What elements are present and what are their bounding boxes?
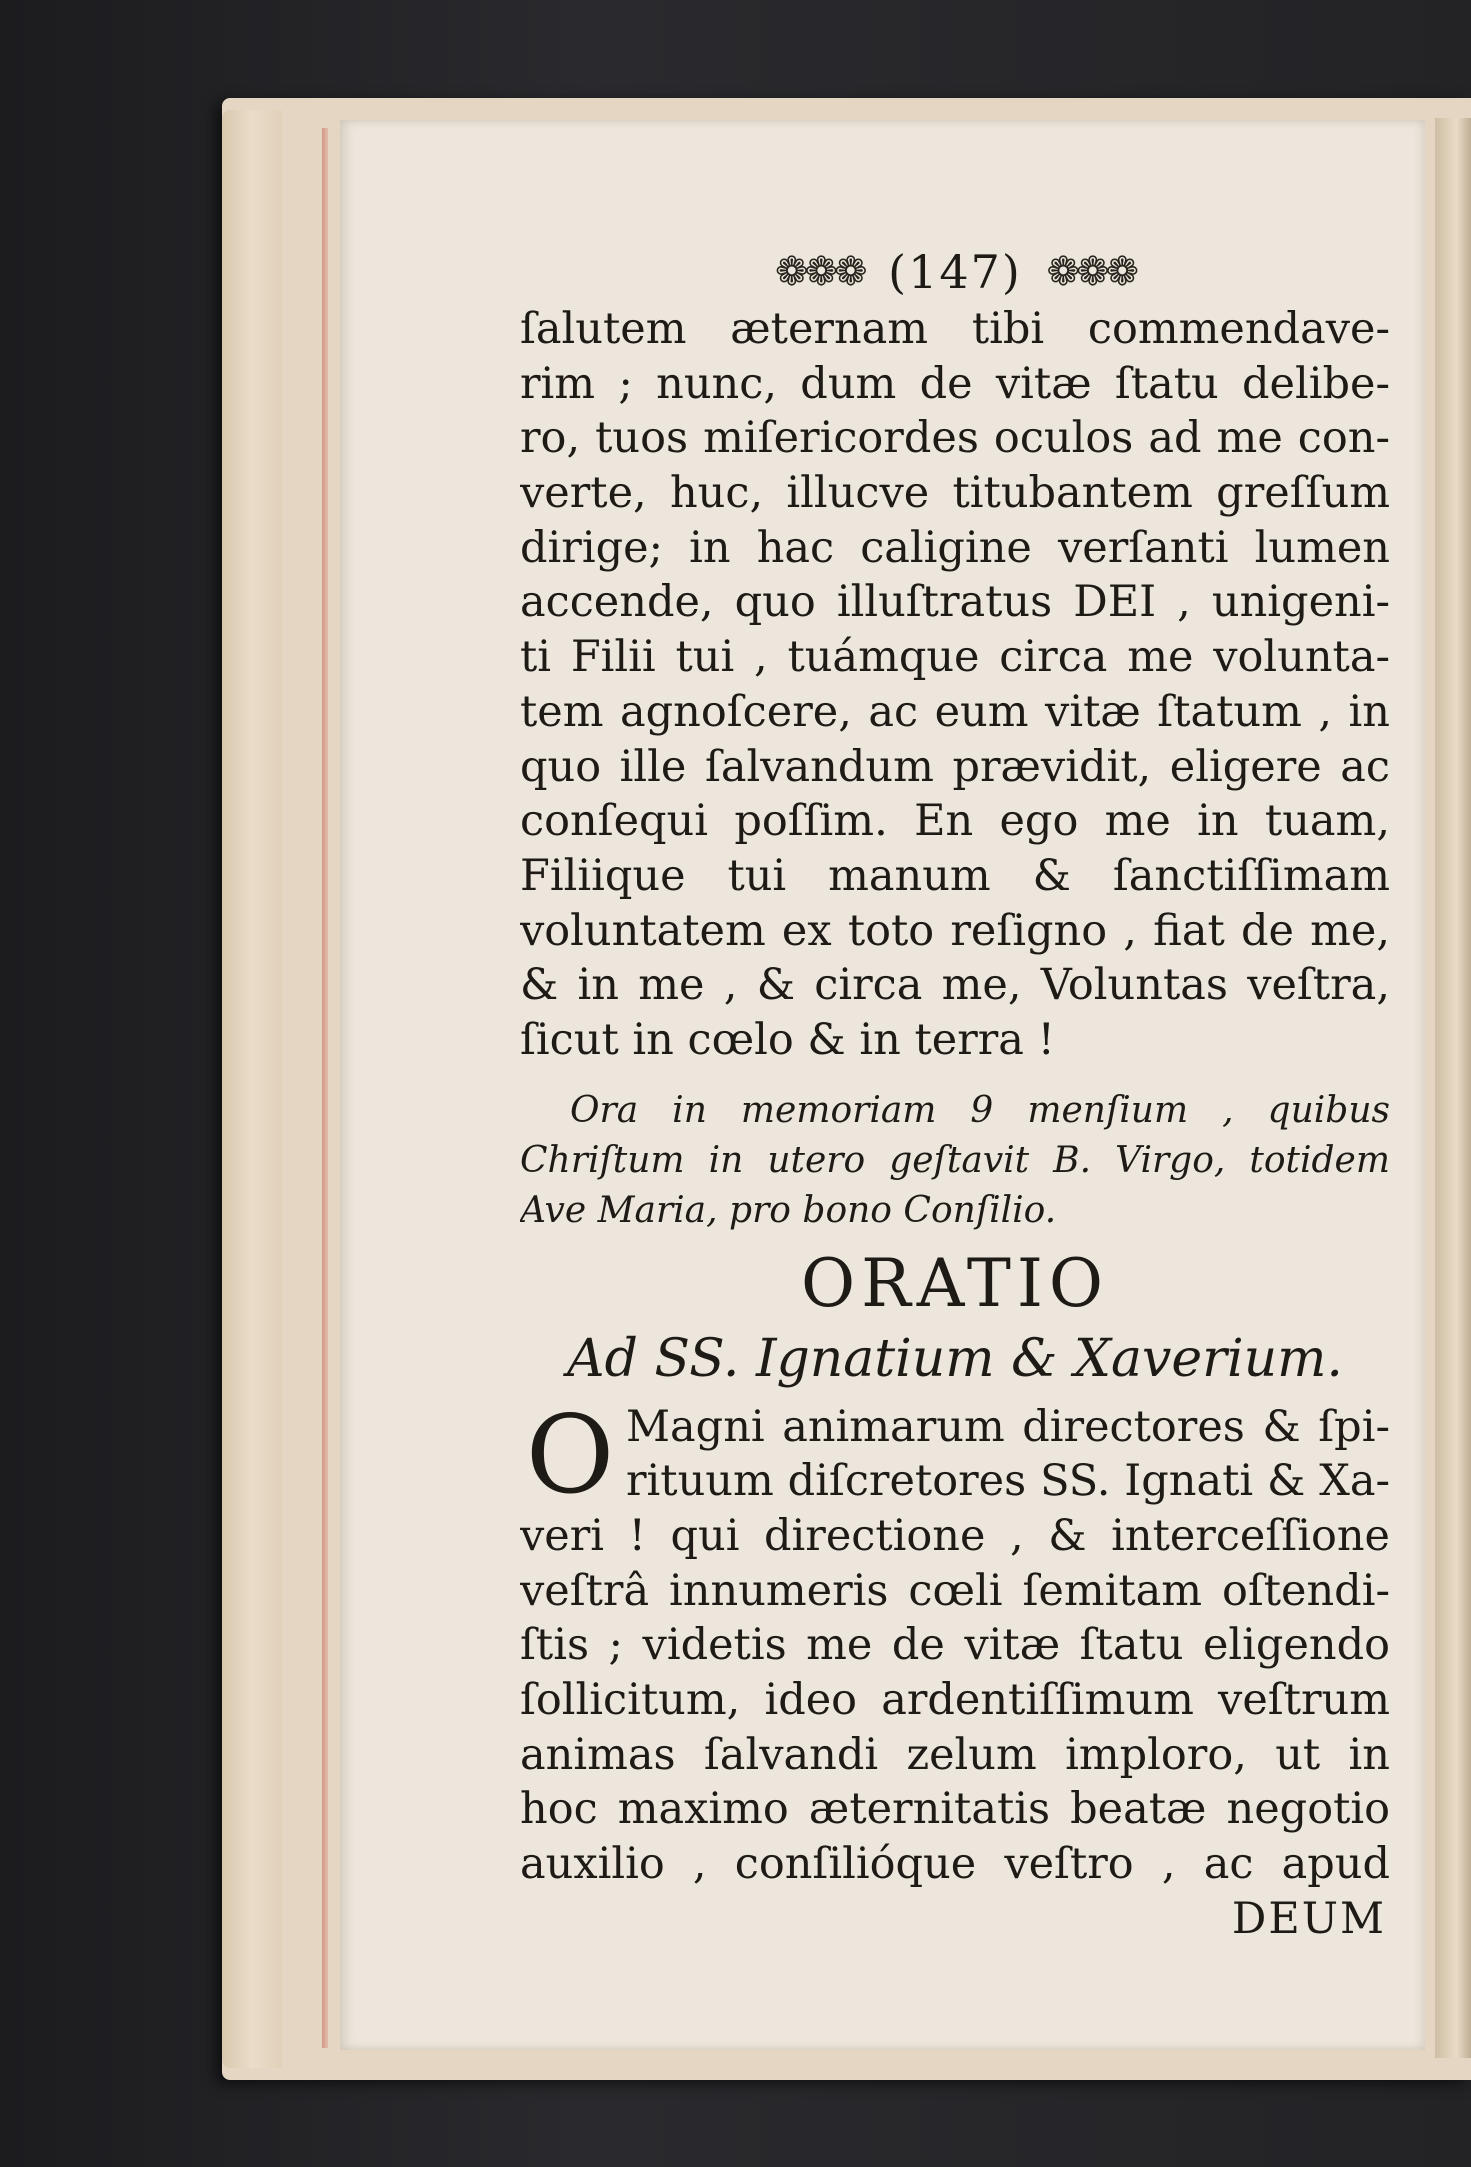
text-line: ſalutem æternam tibi commendave- xyxy=(520,304,1390,354)
page-text xyxy=(520,240,1390,1946)
text-line: & in me , & circa me, Voluntas veſtra, xyxy=(520,960,1390,1011)
text-line: voluntatem ex toto reſigno , fiat de me, xyxy=(520,905,1390,956)
book-gutter xyxy=(1435,118,1471,2058)
text-line: accende, quo illuſtratus DEI , unigeni- xyxy=(520,577,1390,628)
text-line: conſequi poſſim. En ego me in tuam, xyxy=(520,796,1390,847)
text-line: rim ; nunc, dum de vitæ ſtatu delibe- xyxy=(520,358,1390,409)
prayer-paragraph xyxy=(520,1392,1390,1892)
text-line: animas ſalvandi zelum imploro, ut in xyxy=(520,1729,1390,1780)
text-line: veri ! qui directione , & interceſſione xyxy=(520,1511,1390,1561)
italic-rubric xyxy=(520,1086,1390,1236)
rubric-line: Chriſtum in utero geſtavit B. Virgo, totidem xyxy=(520,1139,1390,1181)
book-cover-edge xyxy=(222,110,282,2068)
text-line: rituum diſcretores SS. Ignati & Xa- xyxy=(626,1456,1390,1507)
text-line: tem agnoſcere, ac eum vitæ ſtatum , in xyxy=(520,686,1390,737)
body-paragraph xyxy=(520,302,1390,1068)
header-ornament-right: ❁❁❁ xyxy=(1046,249,1136,295)
text-line: ro, tuos miſericordes oculos ad me con- xyxy=(520,413,1390,464)
drop-capital: O xyxy=(525,1392,615,1518)
page-red-edge xyxy=(322,128,328,2048)
catchword: DEUM xyxy=(1231,1893,1386,1944)
text-line: ſicut in cœlo & in terra ! xyxy=(520,1014,1055,1065)
oratio-subheading: Ad SS. Ignatium & Xaverium. xyxy=(567,1328,1343,1389)
text-line: Magni animarum directores & ſpi- xyxy=(626,1401,1390,1452)
oratio-heading: ORATIO xyxy=(800,1244,1110,1322)
rubric-line: Ave Maria, pro bono Conſilio. xyxy=(520,1189,1057,1231)
text-line: ti Filii tui , tuámque circa me volunta- xyxy=(520,632,1390,683)
text-line: verte, huc, illucve titubantem greſſum xyxy=(520,468,1390,519)
text-line: ſollicitum, ideo ardentiſſimum veſtrum xyxy=(520,1675,1390,1726)
page-header xyxy=(520,240,1390,302)
text-line: quo ille ſalvandum prævidit, eligere ac xyxy=(520,741,1390,792)
text-line: veſtrâ innumeris cœli ſemitam oſtendi- xyxy=(520,1565,1390,1616)
header-ornament-left: ❁❁❁ xyxy=(774,249,864,295)
rubric-line: Ora in memoriam 9 menſium , quibus xyxy=(570,1089,1390,1131)
text-line: Filiique tui manum & ſanctiſſimam xyxy=(520,850,1390,901)
text-line: dirige; in hac caligine verſanti lumen xyxy=(520,522,1390,573)
text-line: hoc maximo æternitatis beatæ negotio xyxy=(520,1784,1390,1835)
text-line: ſtis ; videtis me de vitæ ſtatu eligendo xyxy=(520,1620,1390,1671)
page-number: (147) xyxy=(888,245,1022,299)
text-line: auxilio , conſilióque veſtro , ac apud xyxy=(520,1839,1390,1890)
